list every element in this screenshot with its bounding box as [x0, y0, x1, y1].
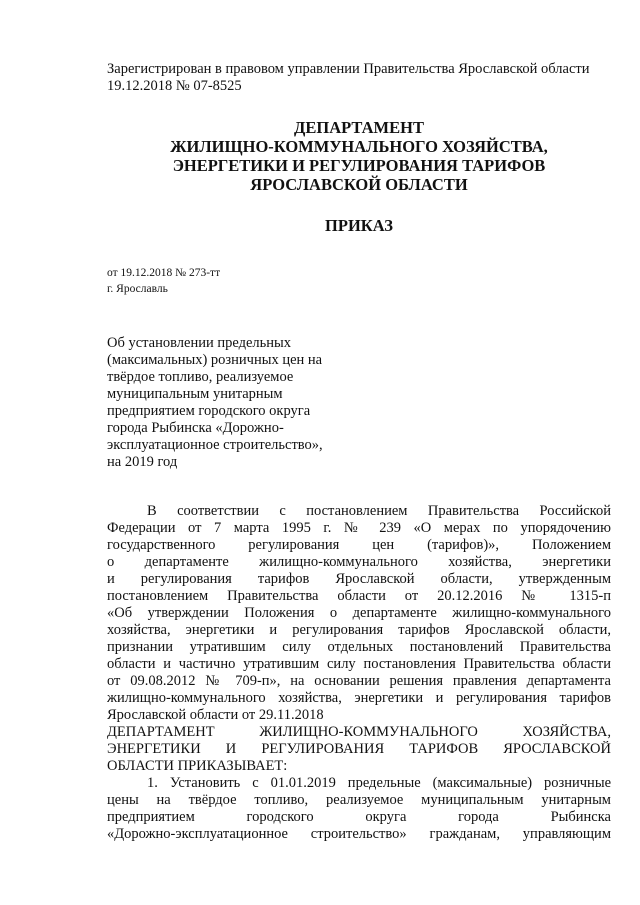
body-line: ЭНЕРГЕТИКИ И РЕГУЛИРОВАНИЯ ТАРИФОВ ЯРОСЛАВСКОЙ — [107, 741, 611, 757]
department-title-line-4: ЯРОСЛАВСКОЙ ОБЛАСТИ — [250, 175, 468, 194]
body-line: о департаменте жилищно-коммунального хозяйства, энергетики — [107, 554, 611, 570]
body-line: «Дорожно-эксплуатационное строительство» гражданам, управляющим — [107, 826, 611, 842]
body-line: постановлением Правительства области от 20.12.2016 № 1315-п — [107, 588, 611, 604]
subject-line: твёрдое топливо, реализуемое — [107, 369, 294, 385]
body-line: области и частично утратившим силу постановления Правительства области — [107, 656, 611, 672]
body-line: жилищно-коммунального хозяйства, энергетики и регулирования тарифов — [107, 690, 611, 706]
body-line: Ярославской области от 29.11.2018 — [107, 707, 324, 723]
subject-line: на 2019 год — [107, 454, 178, 470]
body-line: государственного регулирования цен (тарифов)», Положением — [107, 537, 611, 553]
body-line: Федерации от 7 марта 1995 г. № 239 «О мерах по упорядочению — [107, 520, 611, 536]
order-body — [107, 503, 611, 843]
registration-note — [107, 61, 607, 95]
subject-line: Об установлении предельных — [107, 335, 292, 351]
body-line: признании утратившим силу отдельных постановлений Правительства — [107, 639, 611, 655]
body-line: и регулирования тарифов Ярославской области, утвержденным — [107, 571, 611, 587]
department-title-line-1: ДЕПАРТАМЕНТ — [294, 118, 424, 137]
body-line: хозяйства, энергетики и регулирования тарифов Ярославской области, — [107, 622, 611, 638]
subject-line: предприятием городского округа — [107, 403, 311, 419]
registration-line-1: Зарегистрирован в правовом управлении Правительства Ярославской области — [107, 61, 590, 77]
registration-line-2: 19.12.2018 № 07-8525 — [107, 78, 242, 94]
body-line: от 09.08.2012 № 709-п», на основании решения правления департамента — [107, 673, 611, 689]
order-date-number: от 19.12.2018 № 273-тт — [107, 267, 221, 279]
body-line: «Об утверждении Положения о департаменте жилищно-коммунального — [107, 605, 611, 621]
body-line: ОБЛАСТИ ПРИКАЗЫВАЕТ: — [107, 758, 288, 774]
department-title — [107, 118, 611, 194]
department-title-line-2: ЖИЛИЩНО-КОММУНАЛЬНОГО ХОЗЯЙСТВА, — [170, 137, 548, 156]
body-line: предприятием городского округа города Рыбинска — [107, 809, 611, 825]
department-title-line-3: ЭНЕРГЕТИКИ И РЕГУЛИРОВАНИЯ ТАРИФОВ — [172, 156, 546, 175]
body-line: ДЕПАРТАМЕНТ ЖИЛИЩНО-КОММУНАЛЬНОГО ХОЗЯЙСТВА, — [107, 724, 611, 740]
order-subject — [107, 335, 367, 471]
order-title: ПРИКАЗ — [325, 216, 393, 235]
order-meta — [107, 265, 220, 297]
subject-line: муниципальным унитарным — [107, 386, 283, 402]
order-city: г. Ярославль — [107, 283, 168, 295]
body-line: В соответствии с постановлением Правительства Российской — [147, 503, 611, 519]
body-line: цены на твёрдое топливо, реализуемое муниципальным унитарным — [107, 792, 611, 808]
subject-line: эксплуатационное строительство», — [107, 437, 323, 453]
subject-line: (максимальных) розничных цен на — [107, 352, 323, 368]
subject-line: города Рыбинска «Дорожно- — [107, 420, 284, 436]
body-line: 1. Установить с 01.01.2019 предельные (максимальные) розничные — [147, 775, 611, 791]
